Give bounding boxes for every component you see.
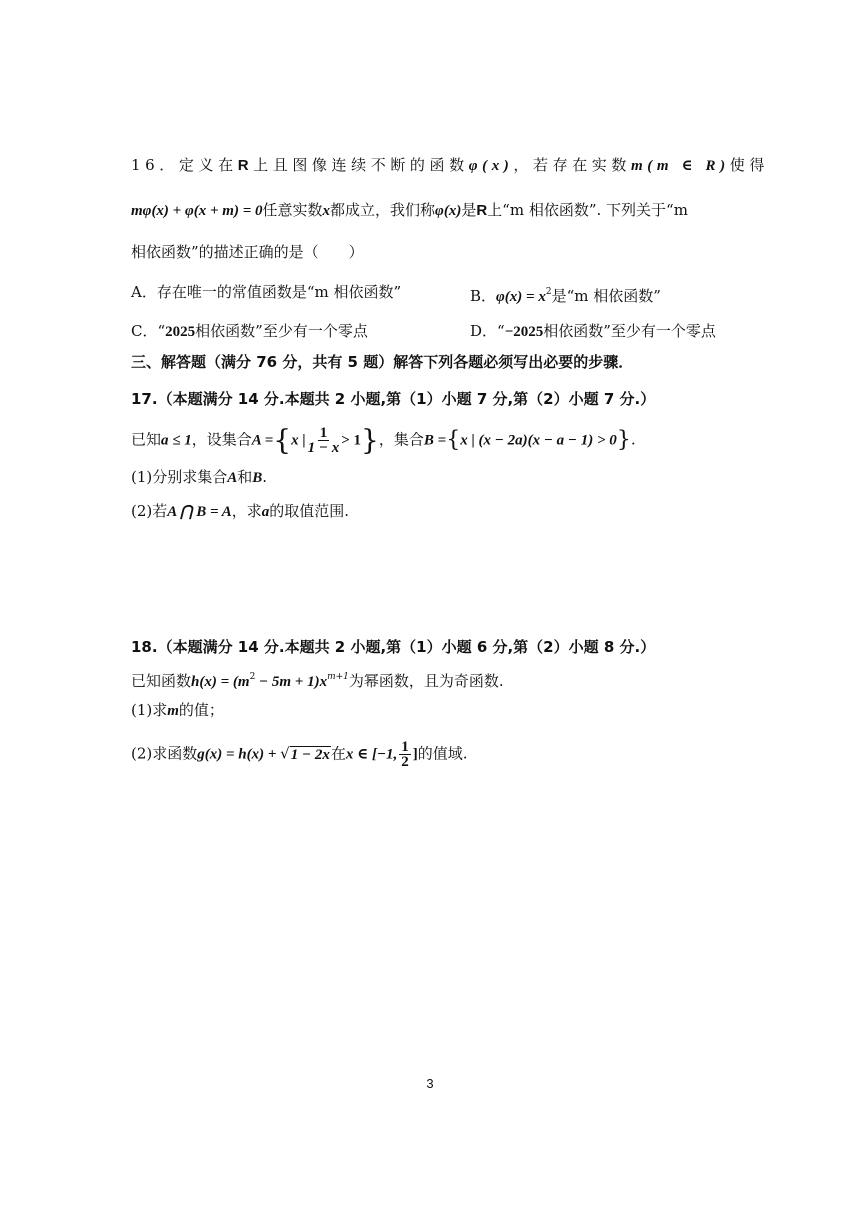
q18-part2 xyxy=(131,740,468,769)
q17-given-end: . xyxy=(630,430,636,449)
q18-given-sup2: m+1 xyxy=(327,672,349,682)
q18-part2-suffix: 的值域. xyxy=(417,744,468,763)
q17-set-a-x: x | xyxy=(291,432,306,449)
q16-intro-text: 16．定义在 xyxy=(131,156,238,174)
q16-intro-phi: φ(x) xyxy=(468,158,514,174)
q17-part2-formula: A ⋂ B = A xyxy=(167,504,232,520)
q18-part1-m: m xyxy=(167,703,179,719)
q17-part1-prefix: (1)分别求集合 xyxy=(131,468,228,486)
q16-option-a: A．存在唯一的常值函数是“m 相依函数” xyxy=(131,283,402,301)
q18-given-prefix: 已知函数 xyxy=(131,672,192,690)
q16-option-b-formula: φ(x) = x xyxy=(496,289,546,305)
q17-set-b-lhs: B = xyxy=(423,432,447,449)
q17-given-a: a ≤ 1 xyxy=(161,432,192,449)
q17-part1 xyxy=(131,467,267,488)
q16-option-c-num: 2025 xyxy=(165,324,196,340)
q18-part2-close: ] xyxy=(412,746,418,763)
q18-given-formula2: − 5m + 1)x xyxy=(255,674,328,690)
q16-condition-R: R xyxy=(476,202,488,219)
q16-option-d-suffix: 相依函数”至少有一个零点 xyxy=(543,322,716,340)
q17-set-a-den: 1 − x xyxy=(307,440,340,456)
q18-part1 xyxy=(131,700,224,721)
q16-option-c-suffix: 相依函数”至少有一个零点 xyxy=(195,322,368,340)
q16-option-d xyxy=(470,321,716,342)
q18-part2-mid: 在 xyxy=(330,744,346,763)
q17-part1-mid: 和 xyxy=(237,468,253,486)
q16-intro xyxy=(131,155,769,176)
q17-part1-end: . xyxy=(262,468,268,486)
q16-line3: 相依函数”的描述正确的是（ ） xyxy=(131,243,364,261)
q18-given xyxy=(131,667,504,692)
q17-set-b-close-brace: } xyxy=(616,427,631,453)
q16-condition-text3: 是 xyxy=(461,201,477,219)
q17-part1-b: B xyxy=(252,470,263,486)
q18-given-sup1: 2 xyxy=(249,672,256,682)
q17-heading: 17.（本题满分 14 分.本题共 2 小题,第（1）小题 7 分,第（2）小题 7 分.） xyxy=(131,390,656,408)
q16-intro-text3: ，若存在实数 xyxy=(513,156,632,174)
q16-option-b-prefix: B． xyxy=(470,287,497,305)
q16-intro-m: m(m ∈ R) xyxy=(631,158,730,174)
q17-set-b-body: x | (x − 2a)(x − a − 1) > 0 xyxy=(460,432,617,449)
q18-part2-formula: g(x) = h(x) + xyxy=(197,746,281,763)
q17-set-a-rhs: > 1 xyxy=(341,432,362,449)
q16-option-c xyxy=(131,321,368,342)
q17-set-a-num: 1 xyxy=(319,425,328,441)
page-number: 3 xyxy=(426,1076,434,1091)
q16-option-c-prefix: C．“ xyxy=(131,322,166,340)
section3-heading: 三、解答题（满分 76 分，共有 5 题）解答下列各题必须写出必要的步骤． xyxy=(131,353,634,371)
q18-part2-interval: x ∈ [−1, xyxy=(345,746,398,763)
q17-part2-a: a xyxy=(261,504,270,520)
q16-condition-text: 任意实数 xyxy=(262,201,323,219)
q17-given-prefix: 已知 xyxy=(131,430,162,449)
q17-set-a-open-brace: { xyxy=(273,423,292,457)
q18-part2-fraction xyxy=(399,740,411,769)
q17-set-a-lhs: A = xyxy=(251,432,274,449)
q16-condition-formula: mφ(x) + φ(x + m) = 0 xyxy=(131,203,263,219)
q18-part2-sqrt-body: 1 − 2x xyxy=(290,746,330,763)
q16-condition-text2: 都成立，我们称 xyxy=(330,201,436,219)
q16-option-d-prefix: D．“ xyxy=(470,322,505,340)
q17-part1-a: A xyxy=(227,470,238,486)
q16-condition-phi: φ(x) xyxy=(435,203,462,219)
q18-part2-prefix: (2)求函数 xyxy=(131,744,198,763)
q16-condition-text4: 上“m 相依函数”. 下列关于“m xyxy=(487,201,688,219)
q17-set-a-fraction xyxy=(308,426,340,455)
q16-option-d-num: −2025 xyxy=(504,324,544,340)
q18-part2-den: 2 xyxy=(401,754,409,770)
q17-given xyxy=(131,423,636,457)
q18-heading: 18.（本题满分 14 分.本题共 2 小题,第（1）小题 6 分,第（2）小题 8 分.） xyxy=(131,638,656,656)
q16-option-b-sup: 2 xyxy=(545,287,552,297)
q17-set-a-close-brace: } xyxy=(361,423,379,457)
q17-part2 xyxy=(131,501,349,522)
q18-given-formula: h(x) = (m xyxy=(191,674,250,690)
q16-condition-x: x xyxy=(322,203,331,219)
q18-part2-num: 1 xyxy=(401,739,409,755)
q17-given-text2: ，集合 xyxy=(378,430,424,449)
q18-part1-suffix: 的值； xyxy=(178,701,224,719)
q17-set-b-open-brace: { xyxy=(446,427,461,453)
q17-part2-end: 的取值范围. xyxy=(269,502,350,520)
q17-part2-prefix: (2)若 xyxy=(131,502,168,520)
q16-intro-text4: 使得 xyxy=(729,156,769,174)
q18-part2-sqrt-sign: √ xyxy=(280,744,290,763)
q16-option-b-suffix: 是“m 相依函数” xyxy=(551,287,661,305)
q18-part1-prefix: (1)求 xyxy=(131,701,168,719)
q18-given-suffix: 为幂函数，且为奇函数. xyxy=(348,672,504,690)
q16-intro-R: R xyxy=(237,157,254,174)
q16-condition xyxy=(131,200,688,221)
q17-part2-mid: ，求 xyxy=(231,502,262,520)
q17-given-text: ，设集合 xyxy=(191,430,252,449)
q16-option-b xyxy=(470,282,661,307)
q16-intro-text2: 上且图像连续不断的函数 xyxy=(253,156,469,174)
